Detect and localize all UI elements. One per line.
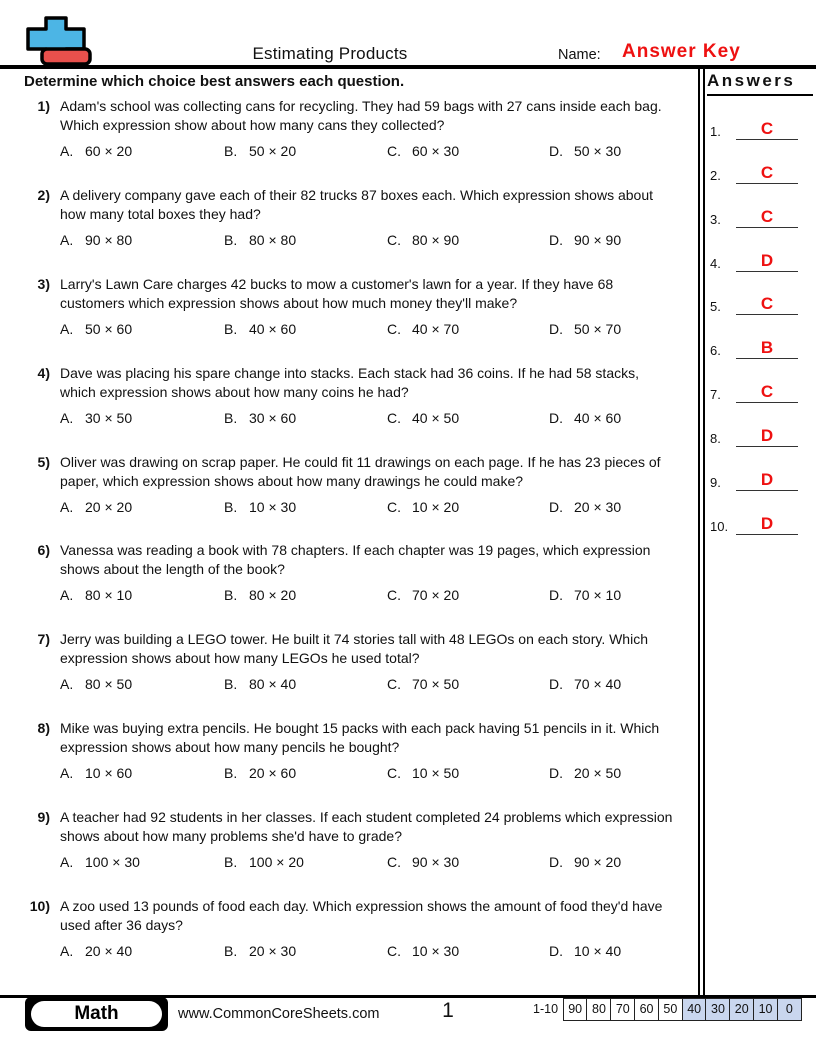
question-block [16, 897, 696, 986]
choice-a [60, 586, 132, 605]
choice-c-label: C. [387, 409, 401, 426]
choice-c [387, 764, 459, 783]
choice-b-label: B. [224, 943, 238, 960]
website-url: www.CommonCoreSheets.com [178, 1006, 380, 1022]
answers-header: Answers [707, 71, 813, 96]
choice-b [224, 231, 296, 250]
choice-c-value: 40 × 50 [412, 409, 460, 426]
question-number: 6) [37, 542, 50, 559]
choice-a-value: 30 × 50 [85, 409, 133, 426]
choice-a-label: A. [60, 498, 74, 515]
question-body [60, 275, 696, 364]
choice-a [60, 409, 132, 428]
choice-d [549, 764, 621, 783]
choice-d-value: 70 × 40 [574, 676, 622, 693]
score-cell: 60 [634, 998, 659, 1021]
choice-b-label: B. [224, 765, 238, 782]
choice-d [549, 675, 621, 694]
choice-a-value: 100 × 30 [85, 854, 140, 871]
answer-blank-line [736, 163, 798, 184]
choice-c-label: C. [387, 498, 401, 515]
answer-blank-line [736, 207, 798, 228]
question-text: A zoo used 13 pounds of food each day. Which expression shows the amount of food they'd have used after 36 days? [60, 898, 663, 934]
choice-b-value: 40 × 60 [249, 320, 297, 337]
answers-panel-divider [698, 66, 705, 997]
question-body [60, 897, 696, 986]
answer-letter: C [760, 162, 774, 182]
choice-c-value: 10 × 50 [412, 765, 460, 782]
choice-c-label: C. [387, 943, 401, 960]
choice-c-value: 10 × 20 [412, 498, 460, 515]
choice-b-value: 80 × 80 [249, 231, 297, 248]
answer-letter: B [760, 338, 774, 358]
choices-row [60, 942, 696, 961]
answers-list [706, 96, 814, 535]
question-block [16, 808, 696, 897]
score-strip [533, 998, 802, 1021]
choice-b-label: B. [224, 320, 238, 337]
choice-b [224, 675, 296, 694]
choice-b [224, 764, 296, 783]
question-text: Oliver was drawing on scrap paper. He could fit 11 drawings on each page. If he has 23 pieces of paper, which expression shows about how many drawings he could make? [60, 453, 661, 489]
choice-a [60, 498, 132, 517]
answer-number: 7. [710, 387, 721, 403]
choice-c [387, 142, 459, 161]
question-number: 9) [37, 809, 50, 826]
score-cell: 50 [658, 998, 683, 1021]
answer-letter: D [760, 250, 774, 270]
score-cells [564, 998, 802, 1021]
choice-d-value: 50 × 30 [574, 143, 622, 159]
choice-c [387, 409, 459, 428]
choice-b [224, 142, 296, 161]
choice-b-value: 20 × 60 [249, 765, 297, 782]
choice-b-value: 50 × 20 [249, 143, 297, 159]
score-cell: 40 [682, 998, 707, 1021]
choices-row [60, 498, 696, 517]
choice-a-label: A. [60, 320, 74, 337]
choice-d-label: D. [549, 587, 563, 604]
name-value: Answer Key [622, 41, 741, 62]
questions-list [16, 97, 696, 986]
choice-d-value: 40 × 60 [574, 409, 622, 426]
answer-item [706, 491, 814, 535]
choices-row [60, 409, 696, 428]
choice-c-value: 60 × 30 [412, 143, 460, 159]
choice-c-value: 10 × 30 [412, 943, 460, 960]
instruction-text: Determine which choice best answers each question. [24, 73, 405, 90]
choice-d [549, 320, 621, 339]
question-text: Mike was buying extra pencils. He bought 15 packs with each pack having 51 pencils in it. Which expression shows about how many pencils he bought? [60, 720, 660, 756]
question-text: A delivery company gave each of their 82 trucks 87 boxes each. Which expression shows about how many total boxes they had? [60, 186, 653, 222]
score-cell: 80 [586, 998, 611, 1021]
question-body [60, 541, 696, 630]
choice-a [60, 764, 132, 783]
choice-c [387, 231, 459, 250]
choice-c-label: C. [387, 765, 401, 782]
answer-blank-line [736, 294, 798, 315]
choice-a-value: 20 × 20 [85, 498, 133, 515]
choice-b [224, 320, 296, 339]
choice-a-label: A. [60, 143, 74, 159]
score-cell: 0 [777, 998, 802, 1021]
answer-number: 6. [710, 343, 721, 359]
choice-d-value: 20 × 50 [574, 765, 622, 782]
answer-letter: C [760, 294, 774, 314]
answer-item [706, 315, 814, 359]
choice-d [549, 142, 621, 161]
question-text: Adam's school was collecting cans for recycling. They had 59 bags with 27 cans inside each bag. Which expression show about how many cans they collected? [60, 98, 662, 133]
question-block [16, 97, 696, 186]
answer-number: 3. [710, 211, 721, 227]
choice-a-value: 60 × 20 [85, 143, 133, 159]
choice-b-value: 20 × 30 [249, 943, 297, 960]
question-number: 4) [37, 364, 50, 381]
score-cell: 70 [610, 998, 635, 1021]
choices-row [60, 320, 696, 339]
choice-a [60, 231, 132, 250]
question-number: 8) [37, 720, 50, 737]
choice-c-value: 40 × 70 [412, 320, 460, 337]
choice-d-value: 70 × 10 [574, 587, 622, 604]
choice-a-value: 90 × 80 [85, 231, 133, 248]
choices-row [60, 142, 696, 161]
choice-a-value: 10 × 60 [85, 765, 133, 782]
question-text: Vanessa was reading a book with 78 chapters. If each chapter was 19 pages, which expression shows about the length of the book? [60, 542, 651, 578]
worksheet-title: Estimating Products [252, 44, 408, 63]
question-number: 3) [37, 275, 50, 292]
choice-c-label: C. [387, 231, 401, 248]
choice-b-label: B. [224, 854, 238, 871]
answer-letter: C [760, 118, 774, 138]
question-number: 10) [29, 898, 50, 915]
question-text: Jerry was building a LEGO tower. He built it 74 stories tall with 48 LEGOs on each story. Which expression shows about how many LEGOs he used total? [60, 631, 648, 667]
choice-d-label: D. [549, 409, 563, 426]
question-number: 1) [37, 98, 50, 114]
answer-number: 4. [710, 255, 721, 271]
question-number: 2) [37, 186, 50, 203]
answer-number: 10. [710, 518, 729, 534]
answer-number: 2. [710, 167, 721, 183]
question-body [60, 364, 696, 453]
question-number: 7) [37, 631, 50, 648]
score-cell: 20 [729, 998, 754, 1021]
name-label: Name: [558, 47, 601, 63]
question-text: Dave was placing his spare change into stacks. Each stack had 36 coins. If he had 58 stacks, which expression shows about how many coins he had? [60, 364, 639, 400]
choice-d-label: D. [549, 231, 563, 248]
answer-blank-line [736, 251, 798, 272]
choice-a [60, 853, 140, 872]
page-number: 1 [442, 999, 454, 1022]
answer-number: 5. [710, 299, 721, 315]
choice-b-label: B. [224, 676, 238, 693]
choice-d-value: 20 × 30 [574, 498, 622, 515]
subject-badge [25, 997, 168, 1031]
question-block [16, 453, 696, 542]
choice-c-value: 90 × 30 [412, 854, 460, 871]
choice-a [60, 142, 132, 161]
choice-a-label: A. [60, 854, 74, 871]
choice-c [387, 675, 459, 694]
answer-item [706, 184, 814, 228]
choice-a-value: 20 × 40 [85, 943, 133, 960]
question-block [16, 275, 696, 364]
question-body [60, 719, 696, 808]
choice-d-value: 50 × 70 [574, 320, 622, 337]
choice-a-value: 80 × 50 [85, 676, 133, 693]
choice-a [60, 675, 132, 694]
choice-b [224, 942, 296, 961]
choice-b-label: B. [224, 587, 238, 604]
choice-c-value: 70 × 50 [412, 676, 460, 693]
choice-d-label: D. [549, 676, 563, 693]
choice-a-value: 50 × 60 [85, 320, 133, 337]
choice-d-label: D. [549, 498, 563, 515]
answer-letter: C [760, 206, 774, 226]
question-body [60, 97, 696, 186]
choice-c [387, 320, 459, 339]
answer-item [706, 96, 814, 140]
score-cell: 10 [753, 998, 778, 1021]
choice-c-label: C. [387, 320, 401, 337]
choice-b-label: B. [224, 143, 238, 159]
choice-d-label: D. [549, 854, 563, 871]
choice-d [549, 942, 621, 961]
answer-blank-line [736, 382, 798, 403]
score-cell: 30 [705, 998, 730, 1021]
answer-item [706, 272, 814, 316]
choice-c-label: C. [387, 143, 401, 159]
choice-a-value: 80 × 10 [85, 587, 133, 604]
choice-a-label: A. [60, 676, 74, 693]
question-text: Larry's Lawn Care charges 42 bucks to mow a customer's lawn for a year. If they have 68 customers which expression shows about how much money they'll make? [60, 275, 614, 311]
answer-blank-line [736, 470, 798, 491]
choices-row [60, 586, 696, 605]
subject-badge-label: Math [31, 1001, 162, 1027]
choice-d-label: D. [549, 765, 563, 782]
choice-c-label: C. [387, 854, 401, 871]
answer-item [706, 403, 814, 447]
choice-d [549, 853, 621, 872]
choice-a-label: A. [60, 587, 74, 604]
answer-letter: D [760, 513, 774, 533]
choice-d [549, 498, 621, 517]
answer-number: 8. [710, 431, 721, 447]
choice-c-value: 80 × 90 [412, 231, 460, 248]
question-block [16, 186, 696, 275]
answers-panel [706, 68, 814, 535]
answer-number: 1. [710, 123, 721, 139]
choices-row [60, 853, 696, 872]
answer-blank-line [736, 514, 798, 535]
choice-b-value: 80 × 40 [249, 676, 297, 693]
choice-d [549, 231, 621, 250]
choice-a-label: A. [60, 409, 74, 426]
choice-c [387, 498, 459, 517]
answer-letter: D [760, 470, 774, 490]
choice-b [224, 409, 296, 428]
choice-d-value: 10 × 40 [574, 943, 622, 960]
choice-d-value: 90 × 20 [574, 854, 622, 871]
answer-number: 9. [710, 475, 721, 491]
question-body [60, 453, 696, 542]
choice-c-value: 70 × 20 [412, 587, 460, 604]
choice-b [224, 586, 296, 605]
choice-d-label: D. [549, 143, 563, 159]
choice-c-label: C. [387, 587, 401, 604]
question-block [16, 541, 696, 630]
answer-letter: C [760, 382, 774, 402]
question-block [16, 719, 696, 808]
choice-b [224, 853, 304, 872]
choice-b [224, 498, 296, 517]
question-block [16, 364, 696, 453]
choice-d-label: D. [549, 320, 563, 337]
choice-b-value: 30 × 60 [249, 409, 297, 426]
choices-row [60, 231, 696, 250]
choice-a-label: A. [60, 943, 74, 960]
choice-a [60, 942, 132, 961]
choice-c [387, 586, 459, 605]
question-body [60, 808, 696, 897]
choice-d [549, 586, 621, 605]
question-text: A teacher had 92 students in her classes. If each student completed 24 problems which expression shows about how many problems she'd have to grade? [60, 809, 673, 845]
choice-a-label: A. [60, 231, 74, 248]
question-body [60, 630, 696, 719]
question-body [60, 186, 696, 275]
answer-item [706, 359, 814, 403]
choice-b-value: 100 × 20 [249, 854, 304, 871]
choice-b-label: B. [224, 498, 238, 515]
choice-b-label: B. [224, 231, 238, 248]
choice-b-value: 10 × 30 [249, 498, 297, 515]
choice-d-value: 90 × 90 [574, 231, 622, 248]
choice-b-value: 80 × 20 [249, 587, 297, 604]
question-number: 5) [37, 453, 50, 470]
choice-c [387, 853, 459, 872]
choice-a [60, 320, 132, 339]
answer-item [706, 447, 814, 491]
score-range-label: 1-10 [533, 1002, 559, 1016]
commoncoresheets-logo-icon [26, 16, 98, 68]
score-cell: 90 [563, 998, 588, 1021]
answer-blank-line [736, 119, 798, 140]
answer-item [706, 140, 814, 184]
choices-row [60, 675, 696, 694]
answer-item [706, 228, 814, 272]
choice-c [387, 942, 459, 961]
answer-blank-line [736, 338, 798, 359]
question-block [16, 630, 696, 719]
answer-blank-line [736, 426, 798, 447]
choice-a-label: A. [60, 765, 74, 782]
answer-letter: D [760, 426, 774, 446]
choice-b-label: B. [224, 409, 238, 426]
choices-row [60, 764, 696, 783]
choice-c-label: C. [387, 676, 401, 693]
choice-d [549, 409, 621, 428]
choice-d-label: D. [549, 943, 563, 960]
header-divider [0, 65, 816, 69]
